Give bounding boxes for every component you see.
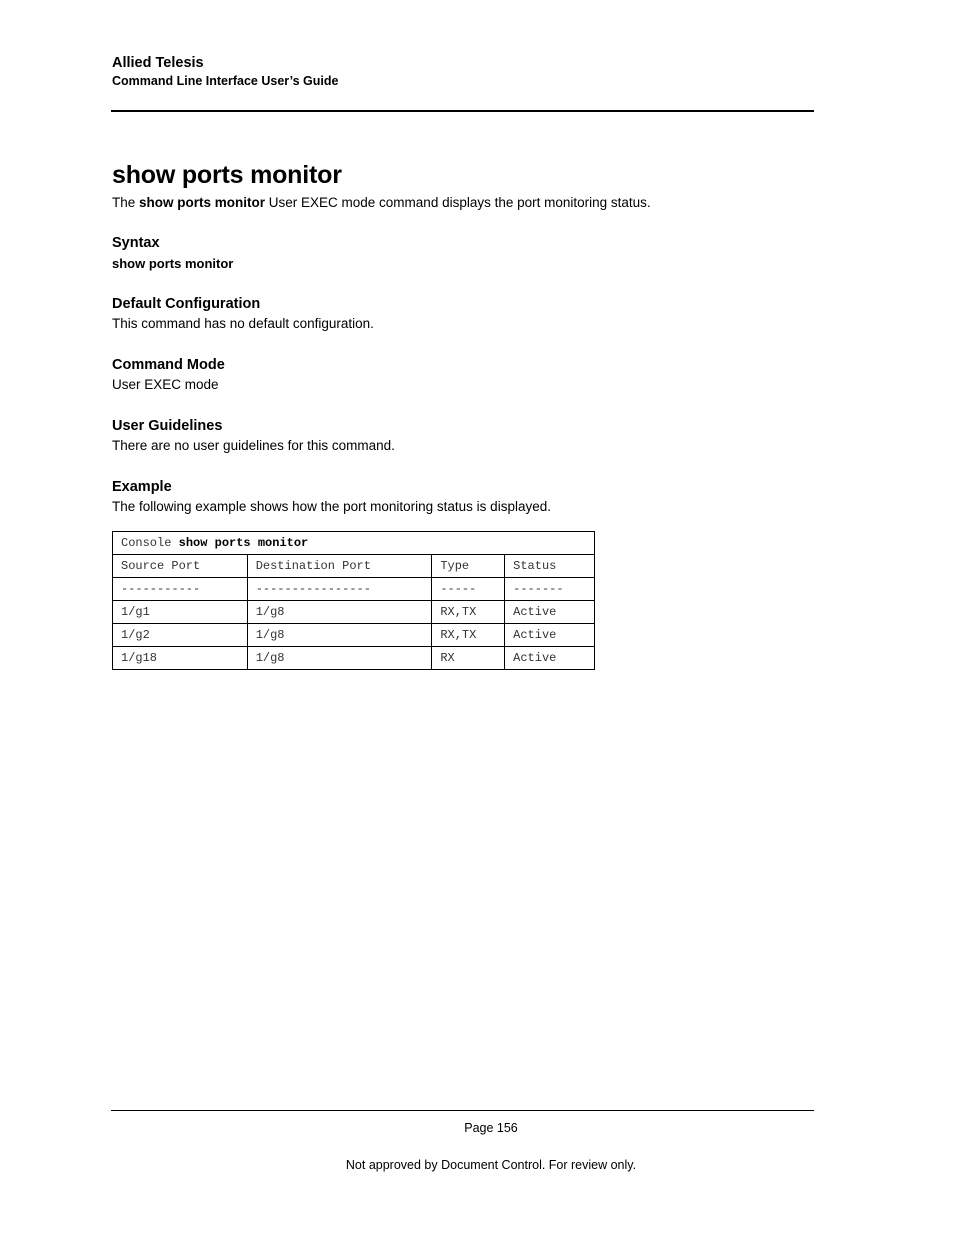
console-prompt: Console	[121, 536, 172, 550]
header-company: Allied Telesis	[112, 55, 204, 71]
status-cell: Active	[505, 647, 595, 670]
example-heading: Example	[112, 479, 172, 495]
table-row	[113, 624, 595, 647]
console-header-row	[113, 555, 595, 578]
command-mode-text: User EXEC mode	[112, 377, 219, 392]
status-cell: Active	[505, 601, 595, 624]
table-row	[113, 647, 595, 670]
dash-cell: ----------------	[247, 578, 432, 601]
type-cell: RX	[432, 647, 505, 670]
command-mode-heading: Command Mode	[112, 357, 225, 373]
page-number: Page 156	[464, 1121, 518, 1135]
syntax-heading: Syntax	[112, 235, 160, 251]
header-type: Type	[432, 555, 505, 578]
example-text: The following example shows how the port monitoring status is displayed.	[112, 499, 551, 514]
dash-cell: -----------	[113, 578, 248, 601]
user-guidelines-text: There are no user guidelines for this command.	[112, 438, 395, 453]
intro-prefix: The	[112, 195, 140, 210]
console-output-table	[112, 531, 595, 670]
console-command-row	[113, 532, 595, 555]
type-cell: RX,TX	[432, 624, 505, 647]
dash-cell: -------	[505, 578, 595, 601]
syntax-text: show ports monitor	[112, 256, 234, 271]
type-cell: RX,TX	[432, 601, 505, 624]
console-dash-row	[113, 578, 595, 601]
table-row	[113, 601, 595, 624]
destination-port-cell: 1/g8	[247, 624, 432, 647]
header-status: Status	[505, 555, 595, 578]
intro-suffix: User EXEC mode command displays the port monitoring status.	[265, 195, 651, 210]
source-port-cell: 1/g2	[113, 624, 248, 647]
header-rule	[111, 110, 814, 112]
dash-cell: -----	[432, 578, 505, 601]
source-port-cell: 1/g18	[113, 647, 248, 670]
header-destination-port: Destination Port	[247, 555, 432, 578]
default-config-text: This command has no default configuration.	[112, 316, 374, 331]
header-guide-title: Command Line Interface User’s Guide	[112, 74, 339, 88]
user-guidelines-heading: User Guidelines	[112, 418, 223, 434]
source-port-cell: 1/g1	[113, 601, 248, 624]
default-config-heading: Default Configuration	[112, 296, 261, 312]
page-title: show ports monitor	[112, 161, 342, 189]
intro-command: show ports monitor	[139, 195, 266, 210]
footer-rule	[111, 1110, 814, 1111]
header-source-port: Source Port	[113, 555, 248, 578]
status-cell: Active	[505, 624, 595, 647]
console-command-cell	[113, 532, 595, 555]
review-notice: Not approved by Document Control. For review only.	[345, 1158, 637, 1172]
intro-paragraph	[112, 195, 651, 210]
destination-port-cell: 1/g8	[247, 647, 432, 670]
console-command: show ports monitor	[178, 536, 309, 550]
destination-port-cell: 1/g8	[247, 601, 432, 624]
